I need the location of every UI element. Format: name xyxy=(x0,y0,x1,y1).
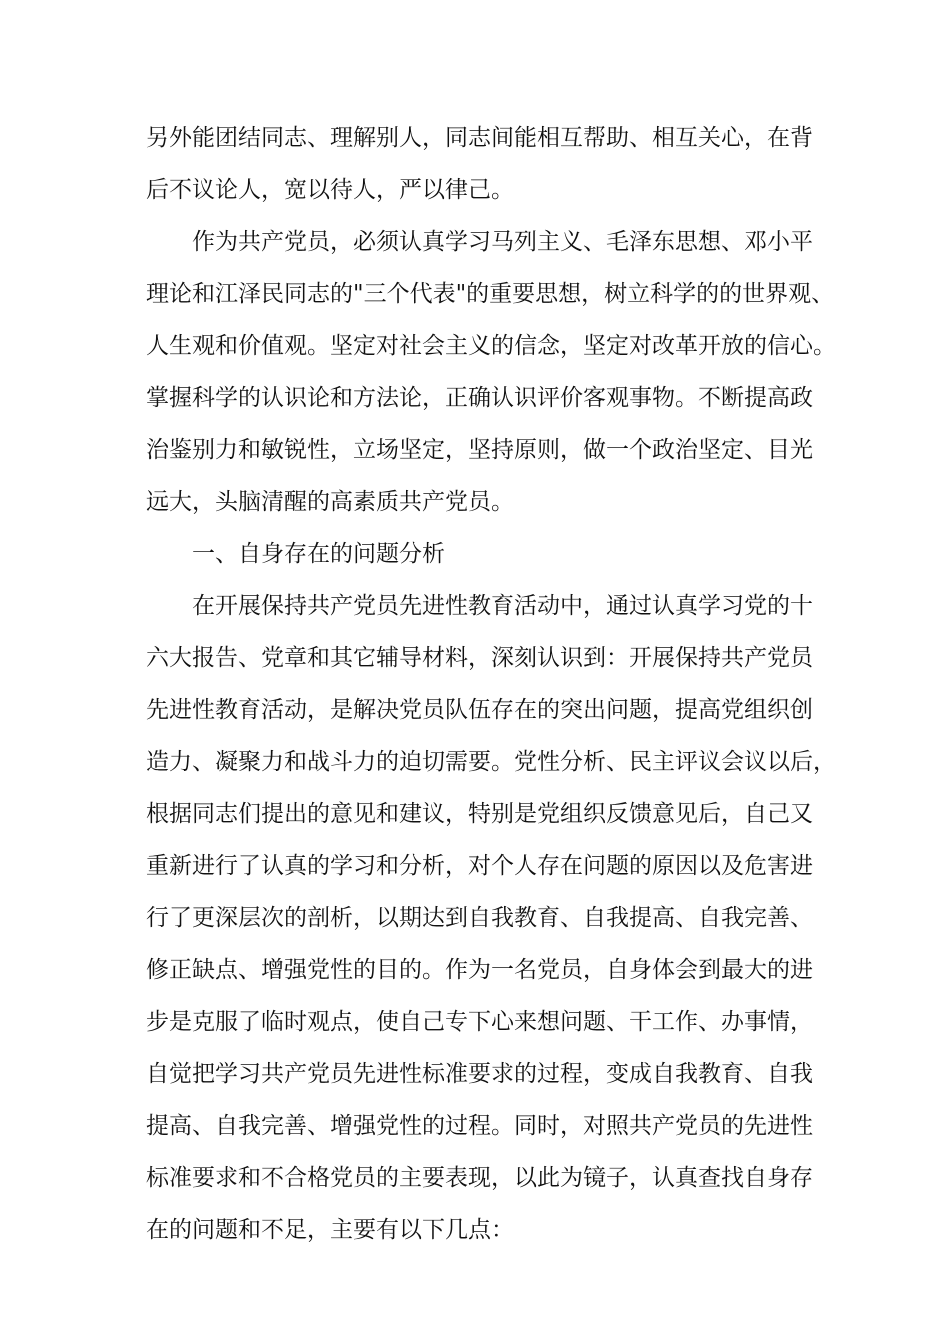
text-line: 另外能团结同志、理解别人，同志间能相互帮助、相互关心，在背 xyxy=(146,125,813,151)
text-line: 自觉把学习共产党员先进性标准要求的过程，变成自我教育、自我 xyxy=(146,1061,813,1087)
text-line: 根据同志们提出的意见和建议，特别是党组织反馈意见后，自己又 xyxy=(146,801,813,827)
text-line: 先进性教育活动，是解决党员队伍存在的突出问题，提高党组织创 xyxy=(146,697,813,723)
text-line: 理论和江泽民同志的"三个代表"的重要思想，树立科学的的世界观、 xyxy=(146,281,835,307)
text-line: 人生观和价值观。坚定对社会主义的信念，坚定对改革开放的信心。 xyxy=(146,333,836,359)
text-line: 行了更深层次的剖析，以期达到自我教育、自我提高、自我完善、 xyxy=(146,905,813,931)
text-line: 六大报告、党章和其它辅导材料，深刻认识到：开展保持共产党员 xyxy=(146,645,813,671)
text-line: 标准要求和不合格党员的主要表现，以此为镜子，认真查找自身存 xyxy=(146,1165,813,1191)
text-line: 掌握科学的认识论和方法论，正确认识评价客观事物。不断提高政 xyxy=(146,385,813,411)
paragraph-first-line: 作为共产党员，必须认真学习马列主义、毛泽东思想、邓小平 xyxy=(192,229,813,255)
text-line: 后不议论人，宽以待人，严以律己。 xyxy=(146,177,514,203)
paragraph-first-line: 在开展保持共产党员先进性教育活动中，通过认真学习党的十 xyxy=(192,593,813,619)
paragraph-first-line: 一、自身存在的问题分析 xyxy=(192,541,445,567)
text-line: 远大，头脑清醒的高素质共产党员。 xyxy=(146,489,514,515)
text-line: 造力、凝聚力和战斗力的迫切需要。党性分析、民主评议会议以后， xyxy=(146,749,836,775)
text-line: 治鉴别力和敏锐性，立场坚定，坚持原则，做一个政治坚定、目光 xyxy=(146,437,813,463)
text-line: 修正缺点、增强党性的目的。作为一名党员，自身体会到最大的进 xyxy=(146,957,813,983)
text-line: 重新进行了认真的学习和分析，对个人存在问题的原因以及危害进 xyxy=(146,853,813,879)
text-line: 提高、自我完善、增强党性的过程。同时，对照共产党员的先进性 xyxy=(146,1113,813,1139)
text-line: 在的问题和不足，主要有以下几点： xyxy=(146,1217,514,1243)
text-line: 步是克服了临时观点，使自己专下心来想问题、干工作、办事情， xyxy=(146,1009,813,1035)
document-body xyxy=(146,116,836,1260)
